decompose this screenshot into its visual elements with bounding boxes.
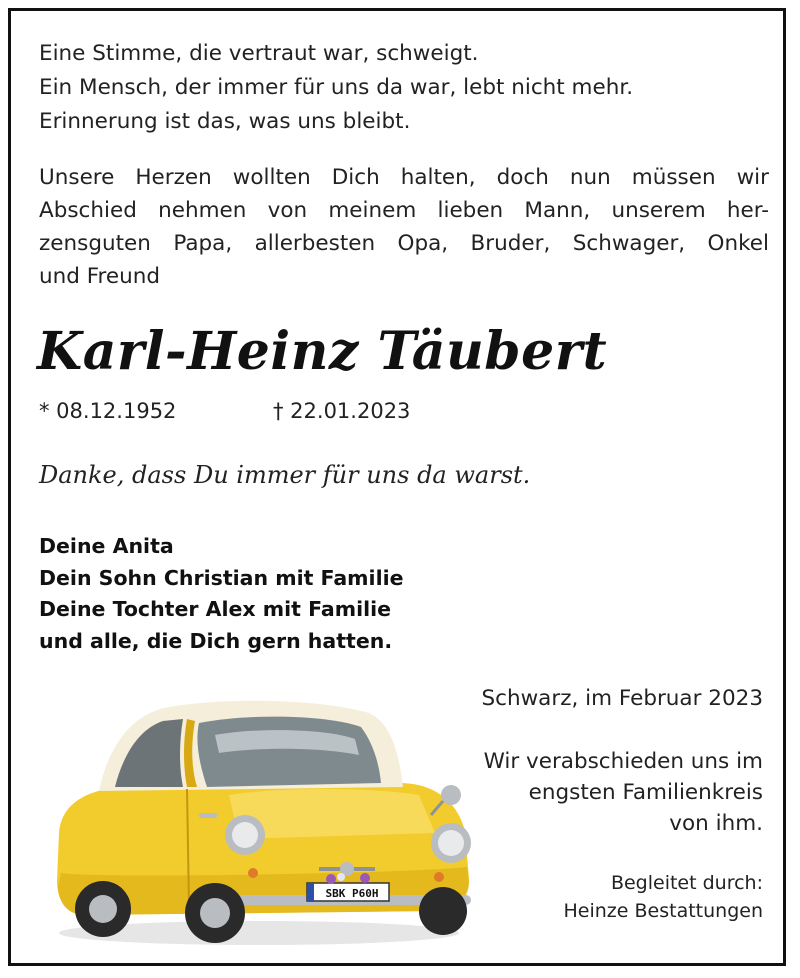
front-left-hubcap xyxy=(200,898,230,928)
mourner-line: und alle, die Dich gern hatten. xyxy=(39,628,393,653)
verse-line: Erinnerung ist das, was uns bleibt. xyxy=(39,109,411,134)
mourner-line: Deine Anita xyxy=(39,534,174,558)
license-plate-text: SBK P60H xyxy=(325,887,379,900)
undertaker-line: Begleitet durch: xyxy=(610,872,763,894)
obituary-frame xyxy=(8,8,786,966)
opening-verse xyxy=(39,37,633,139)
thank-you-quote: Danke, dass Du immer für uns da warst. xyxy=(39,461,531,489)
paragraph-line: Abschied nehmen von meinem lieben Mann, unserem her- xyxy=(39,198,769,223)
headlight-left-lens xyxy=(232,822,258,848)
verse-line: Ein Mensch, der immer für uns da war, lebt nicht mehr. xyxy=(39,75,634,100)
indicator-right xyxy=(434,872,444,882)
mourners-list xyxy=(39,531,404,657)
undertaker-line: Heinze Bestattungen xyxy=(563,900,763,922)
paragraph-line: zensguten Papa, allerbesten Opa, Bruder, Schwager, Onkel xyxy=(39,231,769,256)
paragraph-line: Unsere Herzen wollten Dich halten, doch nun müssen wir xyxy=(39,165,769,190)
headlight-right-lens xyxy=(438,830,464,856)
mourner-line: Dein Sohn Christian mit Familie xyxy=(39,565,404,590)
flower xyxy=(360,873,370,883)
yellow-car-image xyxy=(39,683,479,951)
ceremony-notice xyxy=(484,746,763,839)
flower xyxy=(326,874,336,884)
rear-hubcap xyxy=(89,895,117,923)
birth-date: * 08.12.1952 xyxy=(39,399,177,423)
undertaker-credit xyxy=(564,869,764,925)
death-date: † 22.01.2023 xyxy=(273,399,411,423)
place-and-date: Schwarz, im Februar 2023 xyxy=(481,686,763,711)
ceremony-line: Wir verabschieden uns im xyxy=(483,749,763,774)
ceremony-line: von ihm. xyxy=(669,811,763,836)
ceremony-line: engsten Familienkreis xyxy=(528,780,763,805)
license-plate-eu-band xyxy=(307,883,314,901)
deceased-name: Karl-Heinz Täubert xyxy=(37,321,608,382)
farewell-paragraph xyxy=(39,161,769,293)
paragraph-line: und Freund xyxy=(39,264,161,289)
verse-line: Eine Stimme, die vertraut war, schweigt. xyxy=(39,41,479,66)
mourner-line: Deine Tochter Alex mit Familie xyxy=(39,597,392,621)
indicator-left xyxy=(248,868,258,878)
door-handle xyxy=(199,813,217,818)
flower xyxy=(337,873,345,881)
front-right-wheel xyxy=(419,887,467,935)
